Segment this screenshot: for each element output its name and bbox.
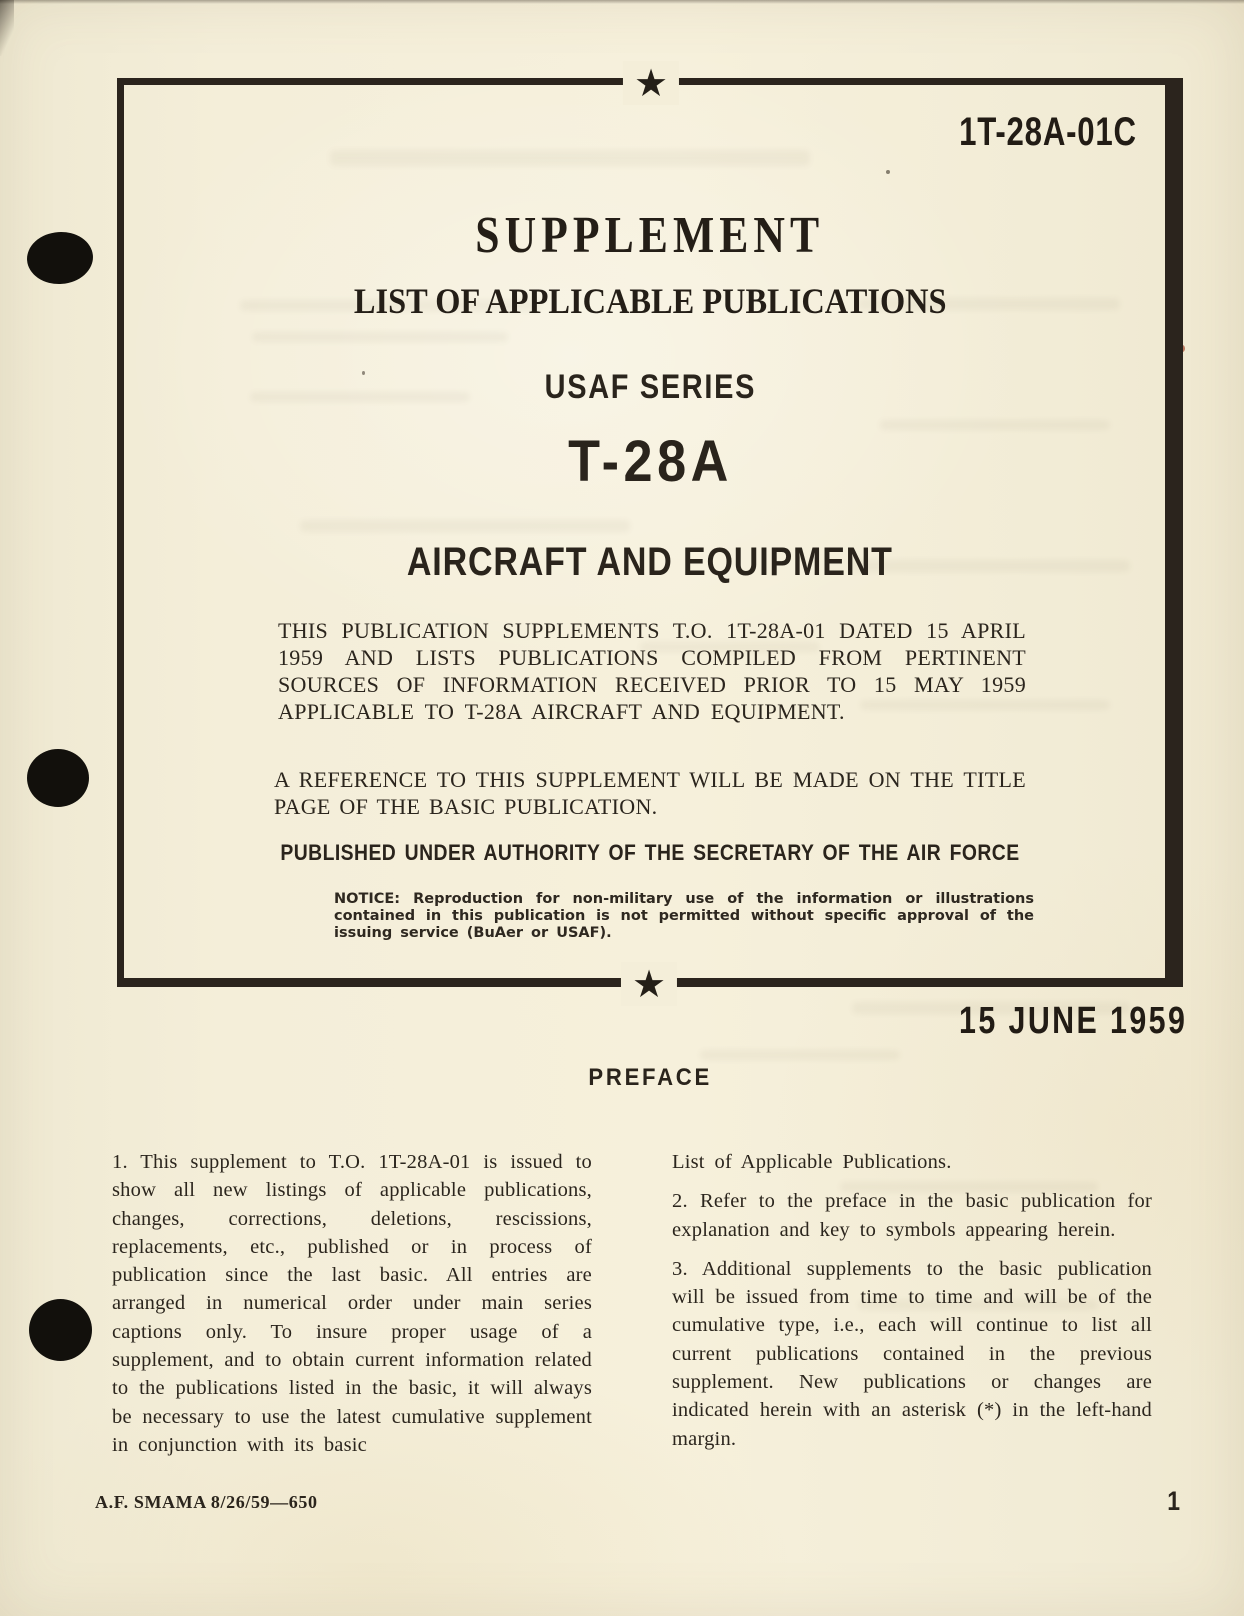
aircraft-model-text: T-28A bbox=[567, 429, 733, 494]
page-subtitle bbox=[117, 280, 1183, 322]
reference-note-paragraph: A REFERENCE TO THIS SUPPLEMENT WILL BE MADE ON THE TITLE PAGE OF THE BASIC PUBLICATION. bbox=[274, 767, 1026, 819]
preface-paragraph-1: 1. This supplement to T.O. 1T-28A-01 is issued to show all new listings of applicable publications, changes, corrections, deletions, rescissions, replacements, etc., published or in process of publication since the last basic. All entries are arranged in numerical order under main series captions only. To insure proper usage of a supplement, and to obtain current information related to the publications listed in the basic, it will always be necessary to use the latest cumulative supplement in conjunction with its basic bbox=[112, 1151, 592, 1456]
page-number-text: 1 bbox=[1167, 1486, 1180, 1516]
star-icon: ★ bbox=[623, 61, 679, 105]
scan-edge-shadow bbox=[0, 0, 1244, 4]
preface-heading bbox=[117, 1064, 1183, 1092]
scan-corner-shadow bbox=[0, 0, 14, 56]
aircraft-model bbox=[117, 428, 1183, 495]
series-label bbox=[117, 368, 1183, 407]
page-title bbox=[117, 206, 1183, 265]
preface-column-left bbox=[112, 1148, 592, 1459]
page-number bbox=[1110, 1486, 1180, 1517]
preface-heading-text: PREFACE bbox=[588, 1064, 712, 1091]
hole-punch-bottom bbox=[29, 1299, 92, 1361]
hole-punch-top bbox=[25, 230, 94, 286]
bleedthrough-mark bbox=[700, 1050, 900, 1060]
doc-number-text: 1T-28A-01C bbox=[959, 110, 1137, 154]
page-title-text: SUPPLEMENT bbox=[475, 207, 825, 264]
page-subtitle-text: LIST OF APPLICABLE PUBLICATIONS bbox=[353, 281, 947, 321]
equipment-label bbox=[117, 540, 1183, 585]
preface-paragraph-2: 2. Refer to the preface in the basic publication for explanation and key to symbols appearing herein. bbox=[672, 1190, 1152, 1241]
supplement-note-paragraph: THIS PUBLICATION SUPPLEMENTS T.O. 1T-28A-01 DATED 15 APRIL 1959 AND LISTS PUBLICATIONS COMPILED FROM PERTINENT SOURCES OF INFORMATION RECEIVED PRIOR TO 15 MAY 1959 APPLICABLE TO T-28A AIRCRAFT AND EQUIPMENT. bbox=[278, 618, 1026, 724]
series-label-text: USAF SERIES bbox=[544, 368, 756, 406]
footer-imprint: A.F. SMAMA 8/26/59—650 bbox=[95, 1492, 318, 1512]
preface-column-right bbox=[672, 1148, 1152, 1453]
authority-line-text: PUBLISHED UNDER AUTHORITY OF THE SECRETARY OF THE AIR FORCE bbox=[280, 840, 1020, 865]
hole-punch-middle bbox=[27, 749, 89, 807]
authority-line bbox=[117, 840, 1183, 866]
star-icon: ★ bbox=[621, 962, 677, 1006]
issue-date-text: 15 JUNE 1959 bbox=[958, 1000, 1187, 1042]
issue-date bbox=[117, 1000, 1187, 1043]
equipment-label-text: AIRCRAFT AND EQUIPMENT bbox=[407, 540, 893, 584]
preface-continuation-line: List of Applicable Publications. bbox=[672, 1151, 952, 1173]
preface-paragraph-3: 3. Additional supplements to the basic publication will be issued from time to time and will be of the cumulative type, i.e., each will continue to list all current publications contained in the previous supplement. New publications or changes are indicated herein with an asterisk (*) in the left-hand margin. bbox=[672, 1257, 1152, 1450]
doc-number bbox=[117, 110, 1137, 155]
notice-paragraph: NOTICE: Reproduction for non-military use of the information or illustrations contained in this publication is not permitted without specific approval of the issuing service (BuAer or USAF). bbox=[334, 891, 1034, 941]
